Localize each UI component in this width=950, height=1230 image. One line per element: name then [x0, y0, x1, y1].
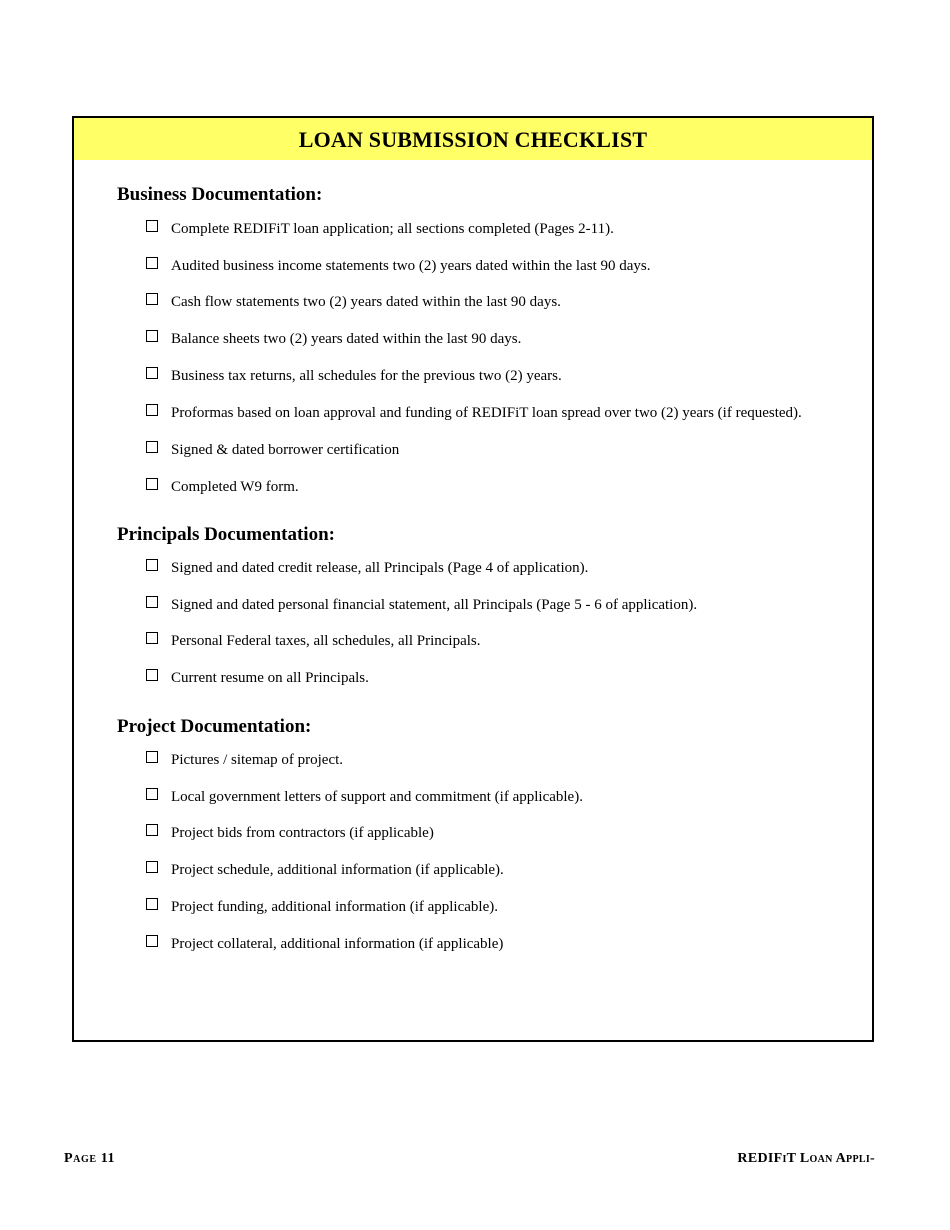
checklist-item-label: Signed and dated personal financial statement, all Principals (Page 5 - 6 of application). [171, 597, 698, 613]
checklist-title: LOAN SUBMISSION CHECKLIST [74, 118, 872, 160]
checkbox[interactable] [146, 441, 158, 453]
checkbox[interactable] [146, 935, 158, 947]
checkbox[interactable] [146, 788, 158, 800]
checkbox[interactable] [146, 404, 158, 416]
checklist-item [146, 668, 369, 688]
checkbox[interactable] [146, 220, 158, 232]
section-heading-project: Project Documentation: [117, 716, 312, 737]
checklist-item [146, 897, 498, 917]
checkbox[interactable] [146, 330, 158, 342]
checkbox[interactable] [146, 898, 158, 910]
checklist-item-label: Personal Federal taxes, all schedules, all Principals. [171, 633, 481, 649]
checkbox[interactable] [146, 632, 158, 644]
checklist-item [146, 329, 521, 349]
checklist-item-label: Complete REDIFiT loan application; all sections completed (Pages 2-11). [171, 221, 614, 237]
checklist-item [146, 750, 343, 770]
checklist-item [146, 823, 434, 843]
checklist-item [146, 292, 561, 312]
checklist-item-label: Project bids from contractors (if applicable) [171, 825, 434, 841]
checklist-item-label: Project funding, additional information (if applicable). [171, 899, 498, 915]
checkbox[interactable] [146, 559, 158, 571]
checklist-item-label: Local government letters of support and commitment (if applicable). [171, 789, 583, 805]
section-heading-principals: Principals Documentation: [117, 524, 335, 545]
checklist-item [146, 440, 399, 460]
checklist-item [146, 256, 651, 276]
checklist-item [146, 477, 299, 497]
checklist-item [146, 787, 583, 807]
checklist-item [146, 219, 614, 239]
checklist-item [146, 934, 503, 954]
checkbox[interactable] [146, 367, 158, 379]
checkbox[interactable] [146, 824, 158, 836]
checklist-item [146, 595, 697, 615]
checklist-item-label: Completed W9 form. [171, 479, 299, 495]
checklist-item [146, 403, 802, 423]
page-number: Page 11 [64, 1151, 116, 1166]
checkbox[interactable] [146, 257, 158, 269]
checklist-item-label: Current resume on all Principals. [171, 670, 369, 686]
checklist-item [146, 860, 504, 880]
checklist-item-label: Cash flow statements two (2) years dated within the last 90 days. [171, 294, 561, 310]
checklist-item-label: Proformas based on loan approval and funding of REDIFiT loan spread over two (2) years (if requested). [171, 405, 802, 421]
checklist-item [146, 631, 481, 651]
checkbox[interactable] [146, 596, 158, 608]
checkbox[interactable] [146, 751, 158, 763]
checklist-item-label: Pictures / sitemap of project. [171, 752, 344, 768]
checklist-item [146, 558, 588, 578]
checkbox[interactable] [146, 478, 158, 490]
checkbox[interactable] [146, 669, 158, 681]
checklist-item-label: Balance sheets two (2) years dated within the last 90 days. [171, 331, 522, 347]
checklist-item-label: Project collateral, additional information (if applicable) [171, 936, 504, 952]
section-heading-business: Business Documentation: [117, 184, 323, 205]
checkbox[interactable] [146, 293, 158, 305]
checklist-item-label: Audited business income statements two (2) years dated within the last 90 days. [171, 258, 651, 274]
checklist-item-label: Signed and dated credit release, all Principals (Page 4 of application). [171, 560, 589, 576]
checkbox[interactable] [146, 861, 158, 873]
checklist-frame [72, 116, 874, 1042]
checklist-item-label: Project schedule, additional information (if applicable). [171, 862, 504, 878]
checklist-item [146, 366, 562, 386]
document-title-footer: REDIFiT Loan Appli- [737, 1151, 875, 1166]
checklist-item-label: Business tax returns, all schedules for the previous two (2) years. [171, 368, 562, 384]
checklist-item-label: Signed & dated borrower certification [171, 442, 400, 458]
